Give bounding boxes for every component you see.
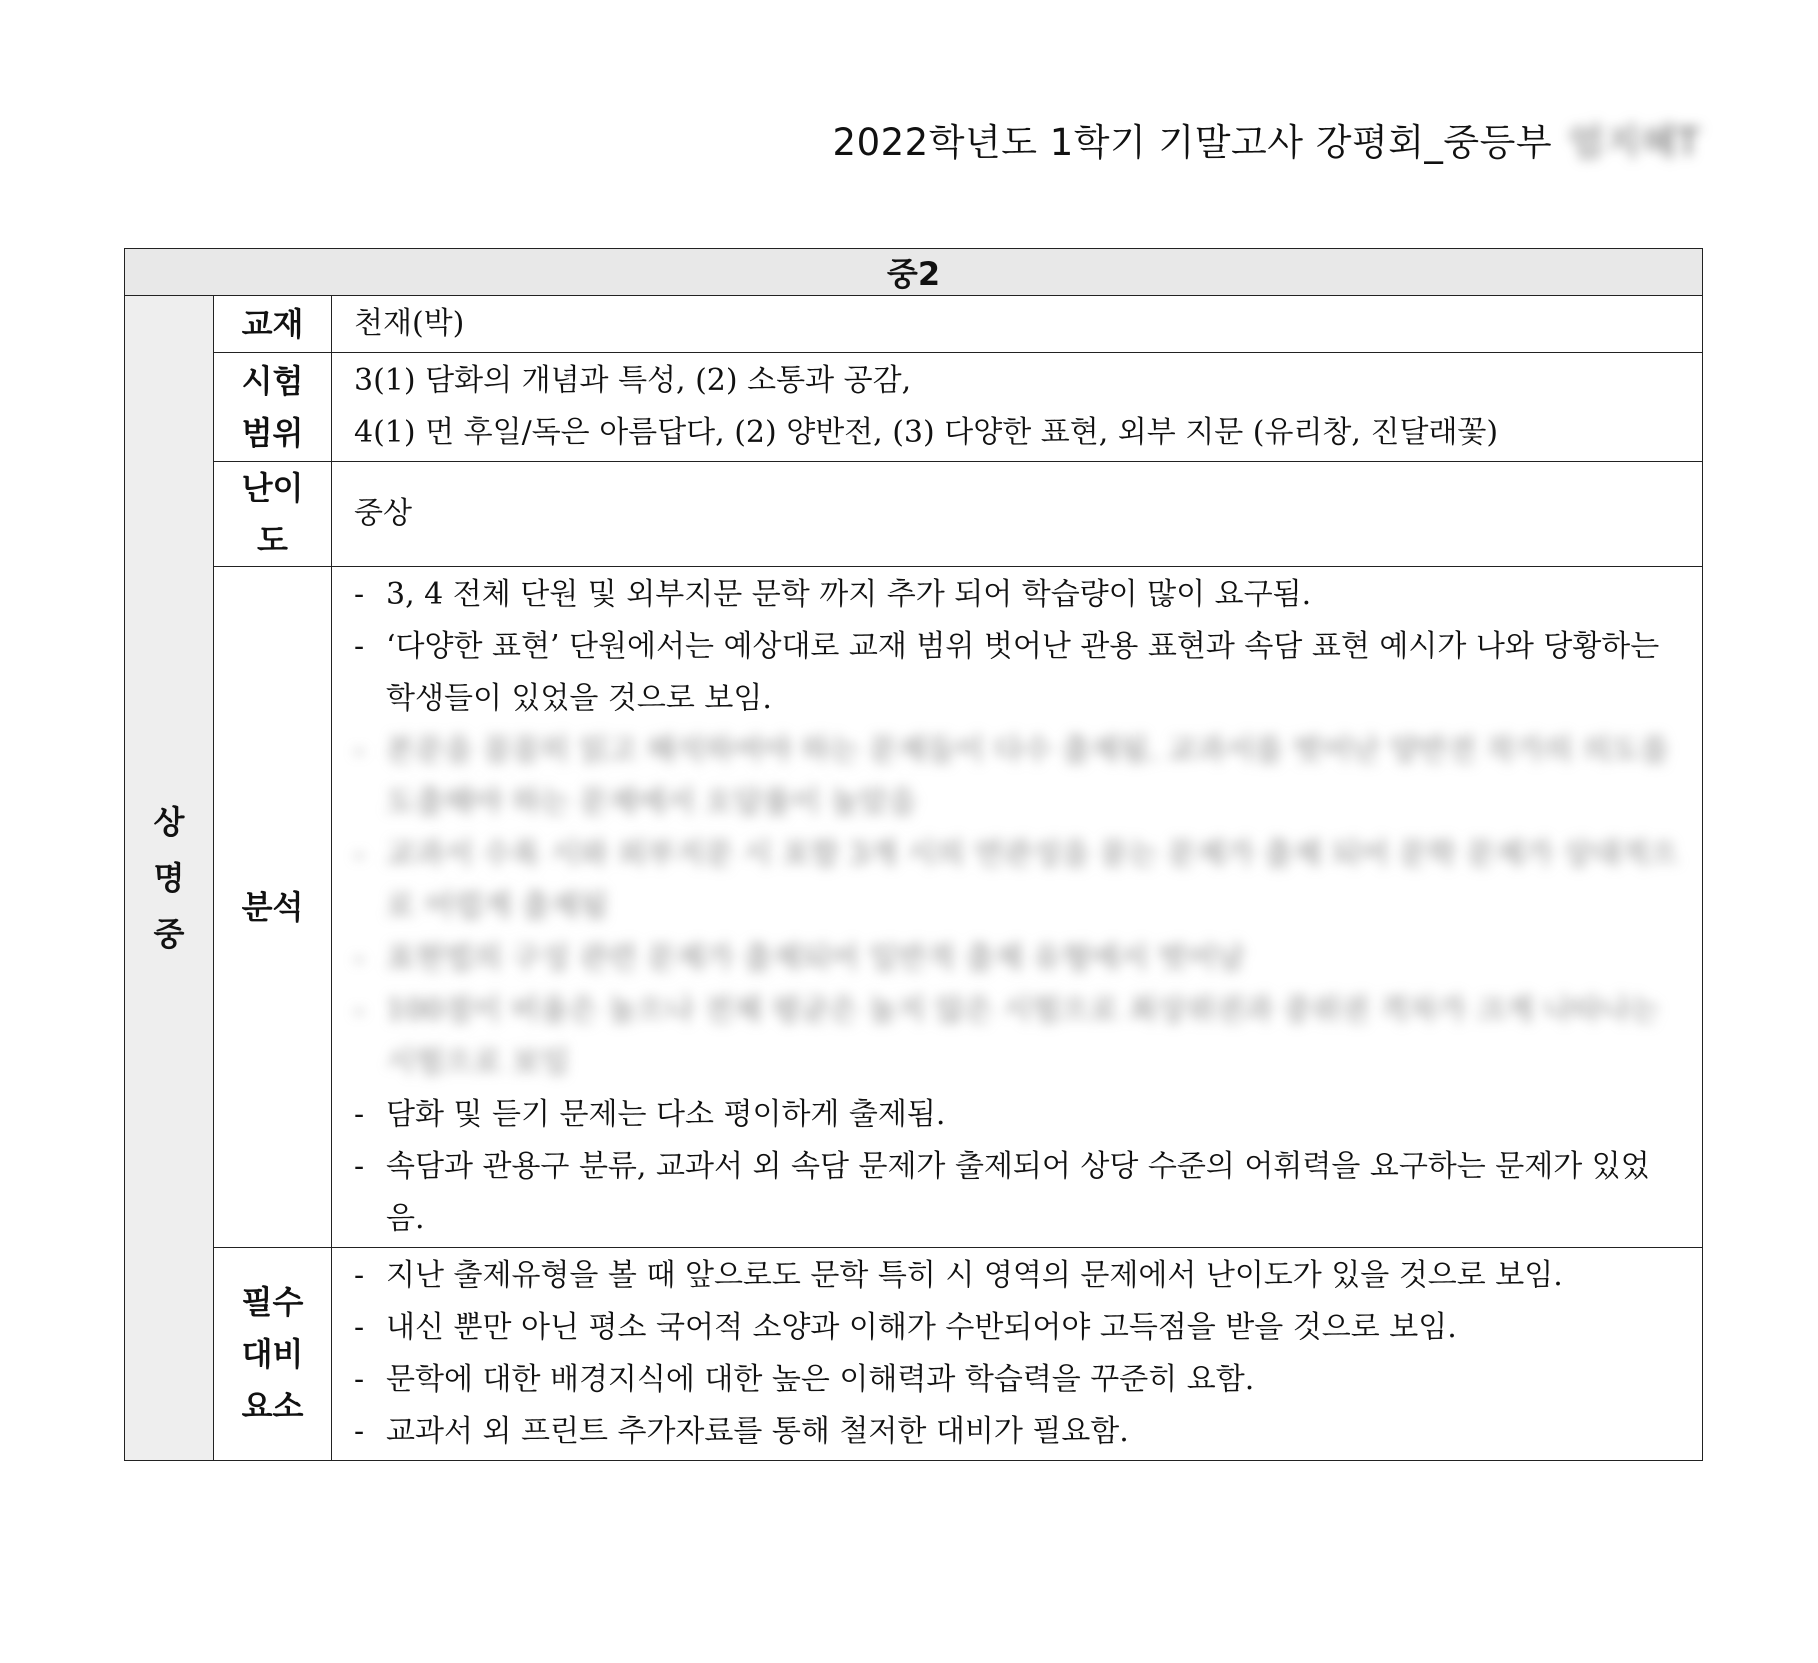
textbook-label: 교재 — [214, 296, 332, 353]
range-row — [125, 353, 1703, 462]
analysis-item: - ‘다양한 표현’ 단원에서는 예상대로 교재 범위 벗어난 관용 표현과 속담 표현 예시가 나와 당황하는 학생들이 있었을 것으로 보임. — [354, 629, 1660, 716]
prep-item: - 교과서 외 프린트 추가자료를 통해 철저한 대비가 필요함. — [354, 1414, 1129, 1449]
prep-item: - 내신 뿐만 아닌 평소 국어적 소양과 이해가 수반되어야 고득점을 받을 것으로 보임. — [354, 1310, 1457, 1345]
author-name-blurred: 엄지혜T — [1568, 121, 1700, 164]
difficulty-label — [214, 462, 332, 567]
difficulty-row — [125, 462, 1703, 567]
range-line: 4(1) 먼 후일/독은 아름답다, (2) 양반전, (3) 다양한 표현, 외부 지문 (유리창, 진달래꽃) — [354, 415, 1499, 450]
range-line: 3(1) 담화의 개념과 특성, (2) 소통과 공감, — [354, 363, 912, 398]
analysis-row — [125, 567, 1703, 1248]
difficulty-label-line: 난이 — [241, 469, 304, 507]
range-value — [332, 353, 1703, 462]
exam-review-table — [124, 248, 1703, 1461]
textbook-row — [125, 296, 1703, 353]
prep-item: - 문학에 대한 배경지식에 대한 높은 이해력과 학습력을 꾸준히 요함. — [354, 1362, 1255, 1397]
range-label-line: 시험 — [241, 362, 304, 400]
prep-content — [332, 1248, 1703, 1461]
prep-item: - 지난 출제유형을 볼 때 앞으로도 문학 특히 시 영역의 문제에서 난이도가 있을 것으로 보임. — [354, 1258, 1563, 1293]
analysis-item-blurred: - 표현법의 구성 관련 문제가 출제되어 일반적 출제 유형에서 벗어남 — [354, 941, 1245, 976]
analysis-item: - 담화 및 듣기 문제는 다소 평이하게 출제됨. — [354, 1097, 946, 1132]
analysis-item-blurred: - 본문을 꼼꼼히 읽고 해석하여야 하는 문제들이 다수 출제됨. 교과서를 벗어난 양반전 작가의 의도를 도출해야 하는 문제에서 오답률이 높았음 — [354, 733, 1670, 820]
prep-label — [214, 1248, 332, 1461]
textbook-value: 천재(박) — [332, 296, 1703, 353]
analysis-item-blurred: - 교과서 수록 시와 외부지문 시 포함 3개 시의 연관성을 묻는 문제가 출제 되어 문학 문제가 상대적으로 어렵게 출제됨 — [354, 837, 1679, 924]
page-header — [833, 112, 1700, 166]
analysis-item-blurred: - 100점이 비율은 높으나 전체 평균은 높지 않은 시험으로 최상위권과 중위권 격차가 크게 나타나는 시험으로 보임 — [354, 993, 1659, 1080]
prep-label-line: 요소 — [241, 1387, 304, 1425]
grade-header: 중2 — [125, 249, 1703, 296]
prep-label-line: 필수 — [241, 1283, 304, 1321]
page-title: 2022학년도 1학기 기말고사 강평회_중등부 — [832, 121, 1553, 164]
school-name-char: 중 — [153, 915, 185, 953]
analysis-item: - 속담과 관용구 분류, 교과서 외 속담 문제가 출제되어 상당 수준의 어휘력을 요구하는 문제가 있었음. — [354, 1149, 1650, 1236]
grade-header-row — [125, 249, 1703, 296]
difficulty-value: 중상 — [332, 462, 1703, 567]
school-name-char: 명 — [153, 859, 185, 897]
difficulty-label-line: 도 — [257, 521, 288, 559]
prep-label-line: 대비 — [241, 1335, 304, 1373]
analysis-content — [332, 567, 1703, 1248]
analysis-label: 분석 — [214, 567, 332, 1248]
range-label — [214, 353, 332, 462]
school-name-cell — [125, 296, 214, 1461]
range-label-line: 범위 — [241, 414, 304, 452]
school-name-char: 상 — [153, 803, 185, 841]
prep-row — [125, 1248, 1703, 1461]
analysis-item: - 3, 4 전체 단원 및 외부지문 문학 까지 추가 되어 학습량이 많이 요구됨. — [354, 577, 1312, 612]
